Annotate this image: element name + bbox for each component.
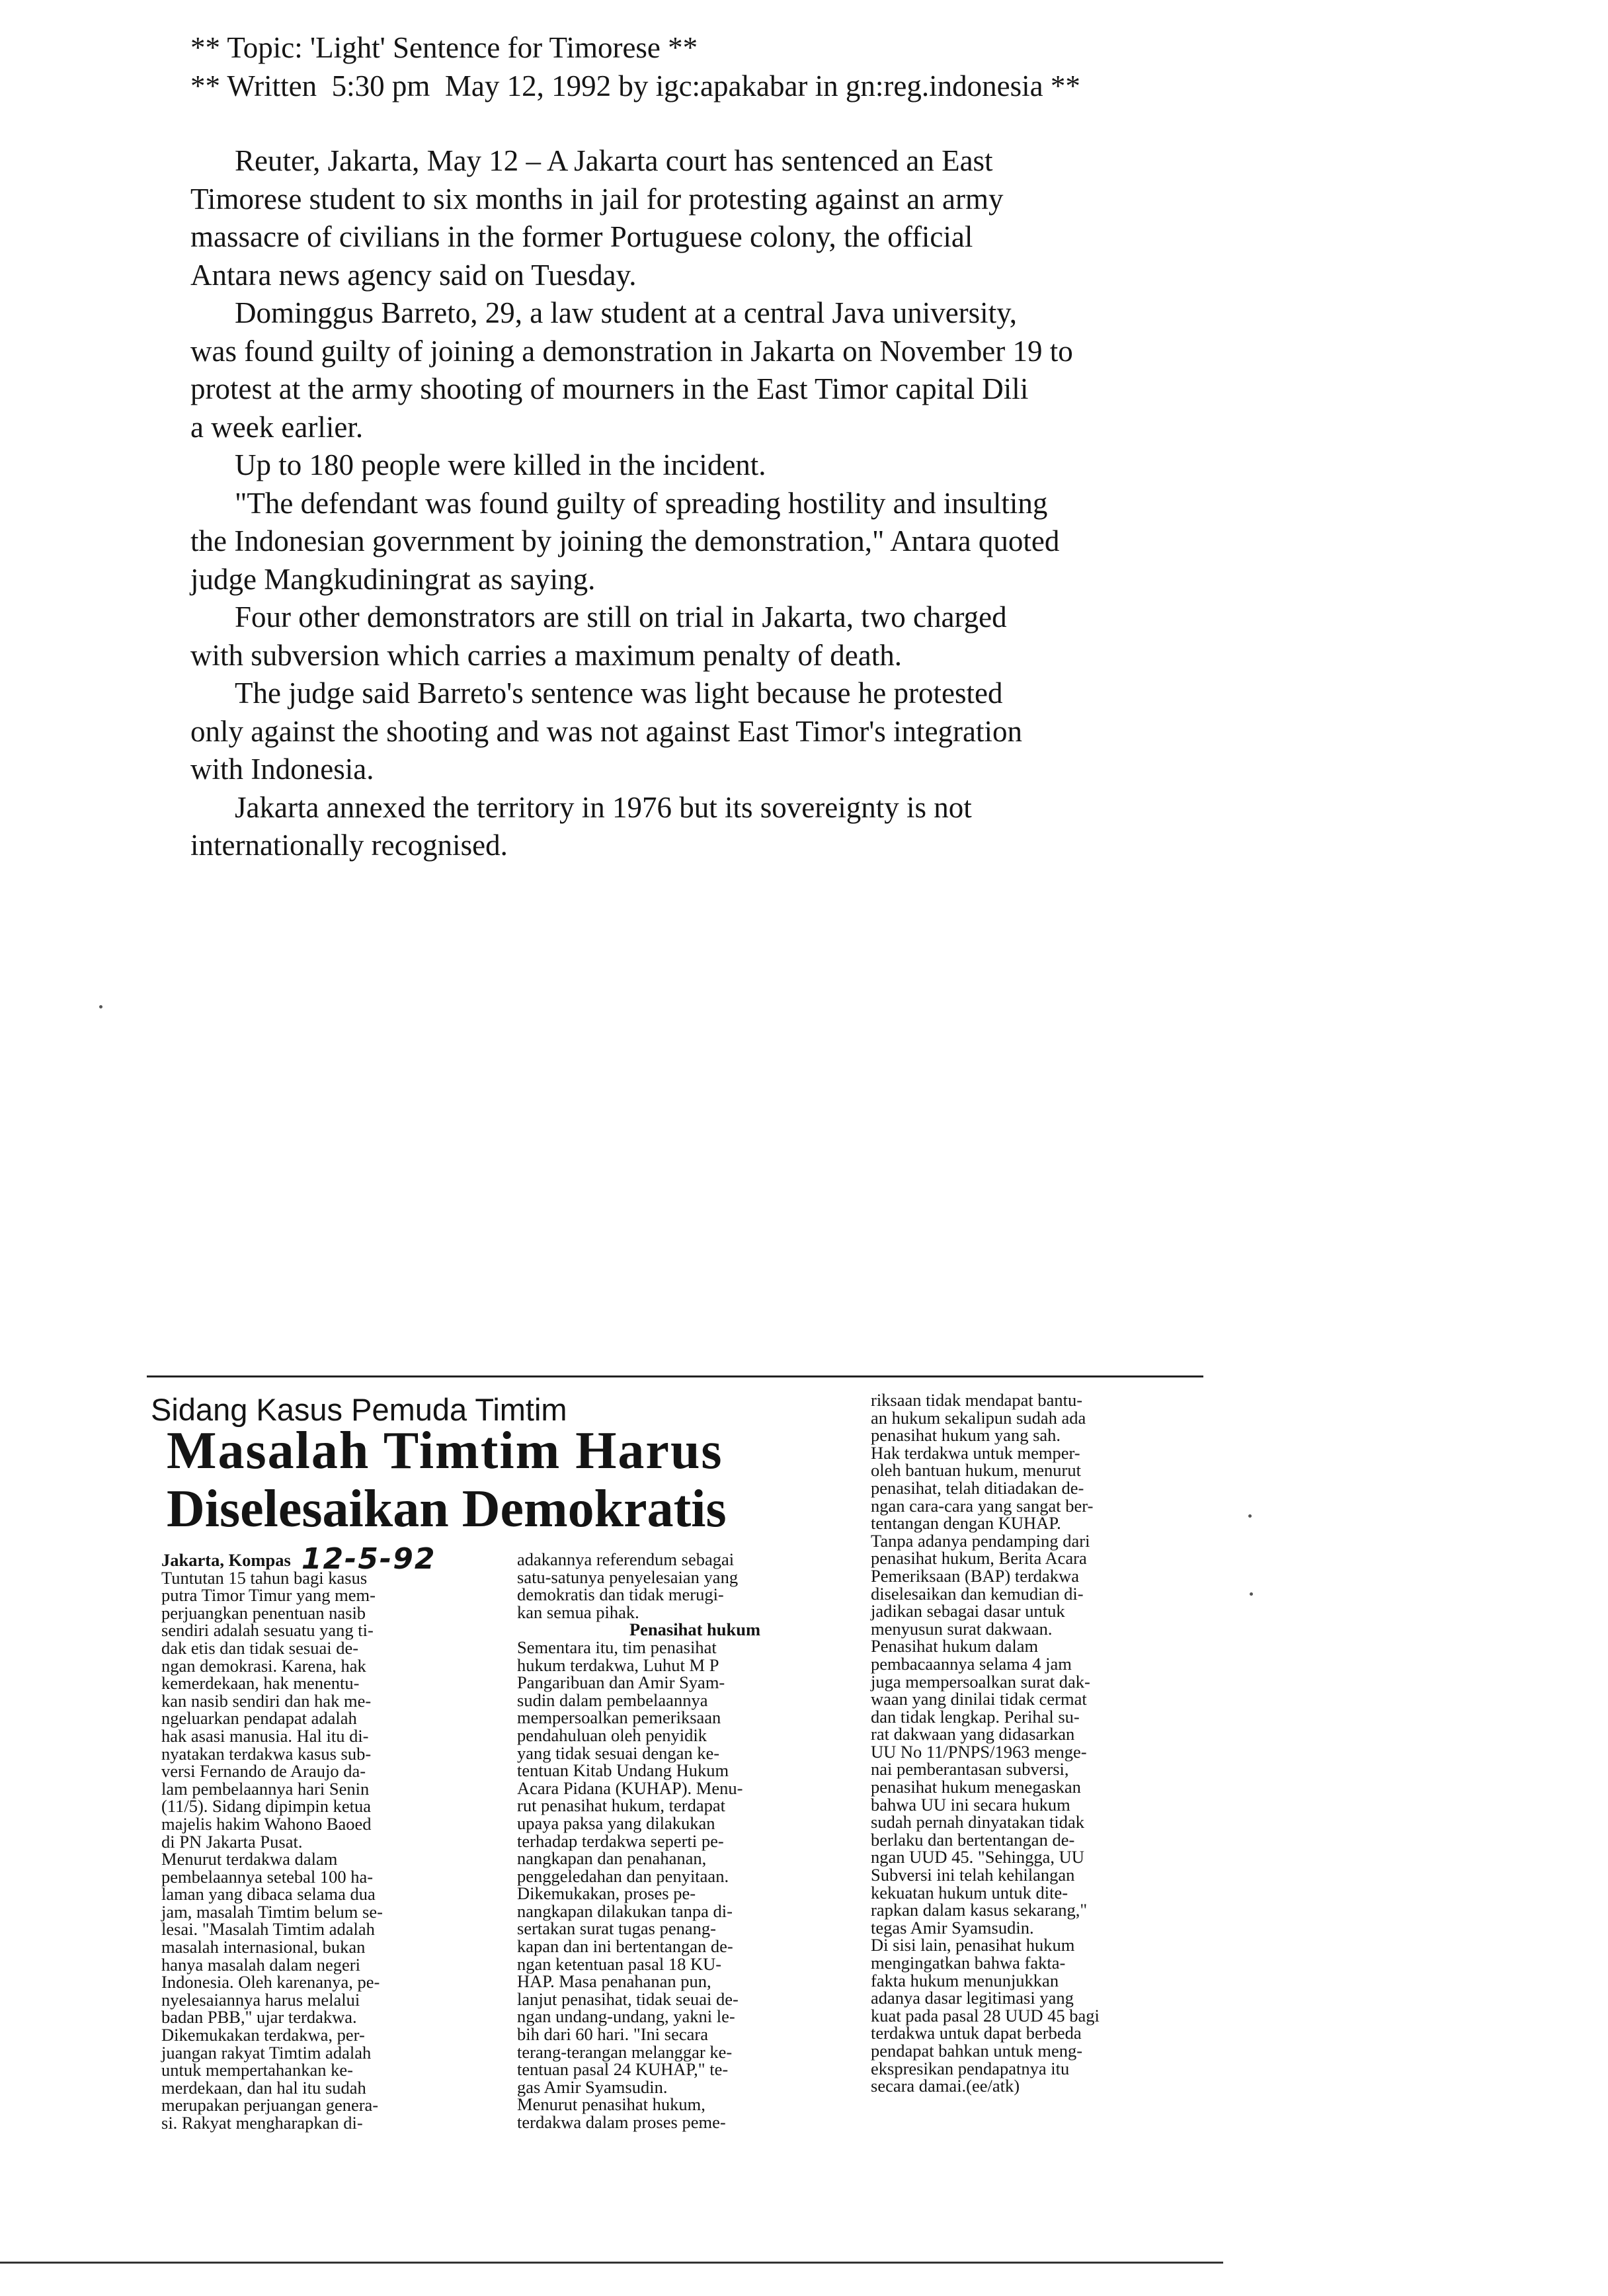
dateline: Jakarta, Kompas xyxy=(161,1550,291,1570)
column-line: secara damai.(ee/atk) xyxy=(871,2076,1020,2096)
clipping-kicker: Sidang Kasus Pemuda Timtim xyxy=(151,1392,567,1427)
article-paragraph xyxy=(190,789,1447,865)
clipping-column-2 xyxy=(517,1551,848,2131)
column-line: tentuan pasal 24 KUHAP," te- xyxy=(517,2059,729,2080)
column-line: nyatakan terdakwa kasus sub- xyxy=(161,1743,372,1764)
written-line: ** Written 5:30 pm May 12, 1992 by igc:apakabar in gn:reg.indonesia ** xyxy=(190,69,1080,102)
column-line: putra Timor Timur yang mem- xyxy=(161,1585,376,1606)
article-line: The judge said Barreto's sentence was light because he protested xyxy=(235,676,1003,710)
column-line: nai pemberantasan subversi, xyxy=(871,1759,1069,1780)
dateline-line xyxy=(161,1542,436,1576)
article-line: internationally recognised. xyxy=(190,829,508,862)
column-line: untuk mempertahankan ke- xyxy=(161,2060,353,2080)
column-line: ngan demokrasi. Karena, hak xyxy=(161,1655,366,1676)
column-line: demokratis dan tidak merugi- xyxy=(517,1584,724,1605)
column-line: UU No 11/PNPS/1963 menge- xyxy=(871,1741,1087,1762)
scan-speck xyxy=(99,1005,102,1008)
column-line: Penasihat hukum dalam xyxy=(871,1636,1039,1657)
column-line: terdakwa untuk dapat berbeda xyxy=(871,2023,1082,2043)
column-line: kan semua pihak. xyxy=(517,1602,639,1622)
headline-line: Masalah Timtim Harus xyxy=(167,1422,723,1480)
column-line: waan yang dinilai tidak cermat xyxy=(871,1689,1087,1709)
article-line: Reuter, Jakarta, May 12 – A Jakarta court has sentenced an East xyxy=(235,144,993,177)
article-line: with subversion which carries a maximum penalty of death. xyxy=(190,638,902,672)
scan-speck xyxy=(1248,1514,1252,1518)
column-line: hanya masalah dalam negeri xyxy=(161,1954,360,1975)
column-line: hukum terdakwa, Luhut M P xyxy=(517,1655,719,1675)
column-line: Pemeriksaan (BAP) terdakwa xyxy=(871,1565,1079,1586)
column-line: Dikemukakan terdakwa, per- xyxy=(161,2025,365,2045)
column-line: adanya dasar legitimasi yang xyxy=(871,1988,1074,2008)
column-line: rat dakwaan yang didasarkan xyxy=(871,1724,1075,1744)
article-line: only against the shooting and was not against East Timor's integration xyxy=(190,714,1023,748)
column-line: ngan undang-undang, yakni le- xyxy=(517,2006,735,2027)
column-line: majelis hakim Wahono Baoed xyxy=(161,1813,372,1834)
column-line: mengingatkan bahwa fakta- xyxy=(871,1953,1066,1973)
column-line: satu-satunya penyelesaian yang xyxy=(517,1567,739,1587)
article-line: Jakarta annexed the territory in 1976 but its sovereignty is not xyxy=(235,790,972,824)
column-line: ekspresikan pendapatnya itu xyxy=(871,2058,1070,2078)
column-line: badan PBB," ujar terdakwa. xyxy=(161,2007,357,2028)
article-line: with Indonesia. xyxy=(190,753,374,786)
column-line: juangan rakyat Timtim adalah xyxy=(161,2042,372,2063)
column-line: rapkan dalam kasus sekarang," xyxy=(871,1900,1088,1920)
column-line: nyelesaiannya harus melalui xyxy=(161,1989,360,2010)
column-line: HAP. Masa penahanan pun, xyxy=(517,1971,711,1992)
column-line: Tanpa adanya pendamping dari xyxy=(871,1530,1090,1551)
column-line: Pangaribuan dan Amir Syam- xyxy=(517,1672,725,1693)
column-line: ngan ketentuan pasal 18 KU- xyxy=(517,1953,722,1974)
column-line: nangkapan dilakukan tanpa di- xyxy=(517,1901,733,1921)
column-line: Menurut penasihat hukum, xyxy=(517,2094,705,2115)
column-line: kan nasib sendiri dan hak me- xyxy=(161,1690,372,1711)
column-line: Di sisi lain, penasihat hukum xyxy=(871,1935,1075,1955)
column-line: Dikemukakan, proses pe- xyxy=(517,1883,696,1904)
article-line: Four other demonstrators are still on trial in Jakarta, two charged xyxy=(235,600,1007,634)
article-line: Timorese student to six months in jail for protesting against an army xyxy=(190,182,1004,216)
column-line: penggeledahan dan penyitaan. xyxy=(517,1866,729,1886)
column-line: nangkapan dan penahanan, xyxy=(517,1848,707,1869)
column-line: kapan dan ini bertentangan de- xyxy=(517,1936,733,1957)
page-bottom-rule xyxy=(0,2262,1223,2264)
handwritten-date: 12-5-92 xyxy=(301,1542,436,1576)
column-line: ngan UUD 45. "Sehingga, UU xyxy=(871,1847,1084,1867)
column-line: fakta hukum menunjukkan xyxy=(871,1970,1059,1990)
column-line: lesai. "Masalah Timtim adalah xyxy=(161,1919,375,1940)
column-line: riksaan tidak mendapat bantu- xyxy=(871,1390,1083,1410)
column-line: tentuan Kitab Undang Hukum xyxy=(517,1760,729,1781)
article-paragraph xyxy=(190,485,1447,599)
clipping-column-1 xyxy=(161,1542,436,2133)
column-line: penasihat hukum, Berita Acara xyxy=(871,1548,1087,1569)
column-line: kekuatan hukum untuk dite- xyxy=(871,1882,1068,1903)
column-line: pembacaannya selama 4 jam xyxy=(871,1653,1072,1674)
column-line: (11/5). Sidang dipimpin ketua xyxy=(161,1796,371,1817)
column-line: berlaku dan bertentangan de- xyxy=(871,1829,1075,1850)
column-line: pendahuluan oleh penyidik xyxy=(517,1725,707,1745)
clipping-column-3 xyxy=(871,1391,1201,2095)
article-paragraph xyxy=(190,446,1447,485)
column-line: diselesaikan dan kemudian di- xyxy=(871,1583,1084,1604)
typed-article xyxy=(190,29,1447,865)
article-line: judge Mangkudiningrat as saying. xyxy=(190,562,596,596)
column-line: di PN Jakarta Pusat. xyxy=(161,1831,303,1852)
article-line: the Indonesian government by joining the demonstration," Antara quoted xyxy=(190,524,1060,557)
column-line: menyusun surat dakwaan. xyxy=(871,1618,1053,1639)
column-line: perjuangkan penentuan nasib xyxy=(161,1602,366,1623)
article-line: a week earlier. xyxy=(190,410,364,444)
column-line: Hak terdakwa untuk memper- xyxy=(871,1442,1080,1463)
column-line: terdakwa dalam proses peme- xyxy=(517,2112,726,2132)
column-line: Sementara itu, tim penasihat xyxy=(517,1637,717,1657)
article-line: protest at the army shooting of mourners in the East Timor capital Dili xyxy=(190,372,1029,405)
column-line: Indonesia. Oleh karenanya, pe- xyxy=(161,1972,380,1992)
column-line: laman yang dibaca selama dua xyxy=(161,1884,376,1905)
column-line: sertakan surat tugas penang- xyxy=(517,1918,716,1939)
article-line: Dominggus Barreto, 29, a law student at a central Java university, xyxy=(235,296,1018,329)
column-line: tegas Amir Syamsudin. xyxy=(871,1917,1034,1938)
article-line: massacre of civilians in the former Portuguese colony, the official xyxy=(190,220,973,253)
column-line: kemerdekaan, hak menentu- xyxy=(161,1673,360,1694)
article-paragraph xyxy=(190,675,1447,789)
column-line: bih dari 60 hari. "Ini secara xyxy=(517,2024,708,2045)
column-line: Menurut terdakwa dalam xyxy=(161,1849,338,1869)
column-line: bahwa UU ini secara hukum xyxy=(871,1794,1070,1815)
column-line: oleh bantuan hukum, menurut xyxy=(871,1460,1081,1481)
column-line: jadikan sebagai dasar untuk xyxy=(871,1601,1065,1621)
column-line: pendapat bahkan untuk meng- xyxy=(871,2040,1083,2061)
column-line: masalah internasional, bukan xyxy=(161,1937,366,1957)
article-line: was found guilty of joining a demonstration in Jakarta on November 19 to xyxy=(190,334,1073,368)
column-subhead: Penasihat hukum xyxy=(629,1620,761,1640)
article-paragraph xyxy=(190,598,1447,675)
column-line: ngan cara-cara yang sangat ber- xyxy=(871,1495,1094,1516)
column-line: lanjut penasihat, tidak seuai de- xyxy=(517,1988,739,2009)
column-line: yang tidak sesuai dengan ke- xyxy=(517,1742,720,1763)
article-line: Antara news agency said on Tuesday. xyxy=(190,258,637,292)
column-line: terhadap terdakwa seperti pe- xyxy=(517,1830,724,1851)
newspaper-clipping xyxy=(147,1375,1203,2275)
column-line: an hukum sekalipun sudah ada xyxy=(871,1407,1086,1428)
column-line: jam, masalah Timtim belum se- xyxy=(161,1901,383,1922)
column-line: sudin dalam pembelaannya xyxy=(517,1690,708,1710)
column-line: versi Fernando de Araujo da- xyxy=(161,1761,366,1782)
column-line: tentangan dengan KUHAP. xyxy=(871,1513,1061,1534)
article-line: Up to 180 people were killed in the incident. xyxy=(235,448,766,481)
headline-line: Diselesaikan Demokratis xyxy=(167,1480,727,1538)
column-line: penasihat hukum yang sah. xyxy=(871,1425,1061,1446)
column-line: kuat pada pasal 28 UUD 45 bagi xyxy=(871,2005,1100,2026)
column-line: terang-terangan melanggar ke- xyxy=(517,2041,733,2062)
column-line: si. Rakyat mengharapkan di- xyxy=(161,2113,363,2133)
column-line: gas Amir Syamsudin. xyxy=(517,2076,668,2097)
column-line: penasihat hukum menegaskan xyxy=(871,1777,1081,1797)
clipping-headline xyxy=(167,1422,861,1538)
column-line: mempersoalkan pemeriksaan xyxy=(517,1707,721,1728)
article-body xyxy=(190,142,1447,865)
column-line: Subversi ini telah kehilangan xyxy=(871,1865,1075,1885)
article-paragraph xyxy=(190,142,1447,294)
column-line: Acara Pidana (KUHAP). Menu- xyxy=(517,1778,743,1798)
column-line: sudah pernah dinyatakan tidak xyxy=(871,1812,1085,1832)
scan-speck xyxy=(1250,1592,1253,1596)
column-line: Tuntutan 15 tahun bagi kasus xyxy=(161,1567,368,1588)
article-paragraph xyxy=(190,294,1447,446)
column-line: merupakan perjuangan genera- xyxy=(161,2095,379,2115)
column-line: rut penasihat hukum, terdapat xyxy=(517,1795,725,1816)
column-line: penasihat, telah ditiadakan de- xyxy=(871,1477,1084,1498)
column-line: sendiri adalah sesuatu yang ti- xyxy=(161,1620,374,1641)
column-line: hak asasi manusia. Hal itu di- xyxy=(161,1725,369,1746)
column-line: lam pembelaannya hari Senin xyxy=(161,1778,370,1799)
column-line: dak etis dan tidak sesuai de- xyxy=(161,1637,359,1658)
column-line: dan tidak lengkap. Perihal su- xyxy=(871,1706,1080,1727)
column-line: ngeluarkan pendapat adalah xyxy=(161,1708,357,1729)
column-line: juga mempersoalkan surat dak- xyxy=(871,1671,1090,1692)
article-line: "The defendant was found guilty of spreading hostility and insulting xyxy=(235,486,1048,520)
topic-line: ** Topic: 'Light' Sentence for Timorese ** xyxy=(190,31,698,64)
column-line: pembelaannya setebal 100 ha- xyxy=(161,1866,374,1887)
column-line: merdekaan, dan hal itu sudah xyxy=(161,2077,366,2098)
column-line: adakannya referendum sebagai xyxy=(517,1549,735,1569)
column-line: upaya paksa yang dilakukan xyxy=(517,1813,715,1833)
clipping-top-rule xyxy=(147,1375,1203,1377)
